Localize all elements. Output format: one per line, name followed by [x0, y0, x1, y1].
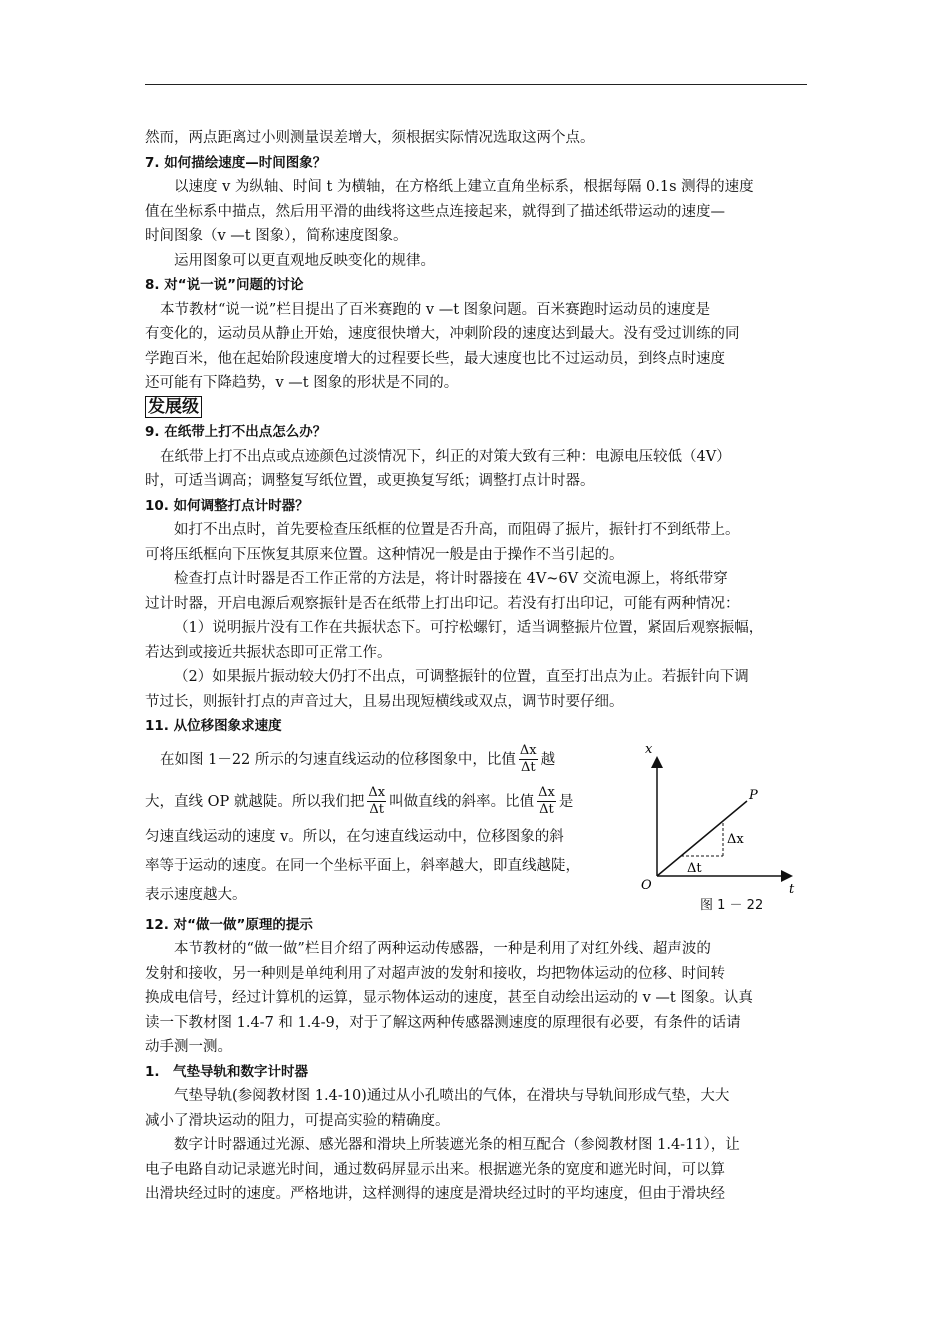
heading-9: 9. 在纸带上打不出点怎么办？: [145, 424, 327, 440]
paragraph-line: （1）说明振片没有工作在共振状态下。可拧松螺钉，适当调整振片位置，紧固后观察振幅，: [174, 620, 764, 636]
paragraph-line: 本节教材“说一说”栏目提出了百米赛跑的 v —t 图象问题。百米赛跑时运动员的速度是: [160, 301, 711, 318]
origin-label: O: [641, 877, 652, 893]
paragraph-line: 换成电信号，经过计算机的运算，显示物体运动的速度，甚至自动绘出运动的 v —t 图象。认真: [145, 990, 753, 1006]
paragraph-line: 气垫导轨(参阅教材图 1.4-10)通过从小孔喷出的气体，在滑块与导轨间形成气垫，大大: [174, 1088, 730, 1104]
section-11-block: [145, 739, 809, 913]
paragraph-line: 读一下教材图 1.4-7 和 1.4-9，对于了解这两种传感器测速度的原理很有必要，有条件的话请: [145, 1014, 741, 1031]
text-run: 大，直线 OP 就越陡。所以我们把: [145, 793, 365, 810]
x-axis-label: x: [645, 741, 653, 757]
paragraph-line: 出滑块经过时的速度。严格地讲，这样测得的速度是滑块经过时的平均速度，但由于滑块经: [145, 1186, 725, 1202]
fraction: [367, 785, 386, 818]
paragraph-line: [145, 739, 625, 781]
paragraph-line: 在纸带上打不出点或点迹颜色过淡情况下，纠正的对策大致有三种：电源电压较低（4V）: [160, 448, 731, 465]
paragraph-line: 还可能有下降趋势，v —t 图象的形状是不同的。: [145, 375, 459, 391]
paragraph-line: 本节教材的“做一做”栏目介绍了两种运动传感器，一种是利用了对红外线、超声波的: [174, 941, 711, 957]
paragraph-line: 如打不出点时，首先要检查压纸框的位置是否升高，而阻碍了振片，振针打不到纸带上。: [174, 522, 740, 538]
paragraph-line: 时，可适当调高；调整复写纸位置，或更换复写纸；调整打点计时器。: [145, 473, 595, 489]
paragraph-line: 学跑百米，他在起始阶段速度增大的过程要长些，最大速度也比不过运动员，到终点时速度: [145, 350, 725, 367]
heading-10: 10. 如何调整打点计时器？: [145, 497, 309, 514]
paragraph-line: 数字计时器通过光源、感光器和滑块上所装遮光条的相互配合（参阅教材图 1.4-11），让: [174, 1137, 740, 1153]
paragraph-line: 动手测一测。: [145, 1039, 232, 1055]
paragraph-line: 匀速直线运动的速度 v。所以，在匀速直线运动中，位移图象的斜: [145, 828, 564, 845]
displacement-time-figure: [635, 731, 810, 921]
fraction-denominator: Δt: [369, 802, 385, 817]
document-body: [145, 126, 809, 1207]
paragraph-line: 减小了滑块运动的阻力，可提高实验的精确度。: [145, 1112, 450, 1129]
paragraph-line: 若达到或接近共振状态即可正常工作。: [145, 644, 392, 661]
point-p-label: P: [749, 787, 758, 803]
fraction-numerator: Δx: [368, 785, 386, 800]
heading-11: 11. 从位移图象求速度: [145, 718, 282, 734]
paragraph-line: 检查打点计时器是否工作正常的方法是，将计时器接在 4V~6V 交流电源上，将纸带穿: [174, 571, 728, 587]
header-rule: [145, 84, 807, 85]
paragraph-line: 可将压纸框向下压恢复其原来位置。这种情况一般是由于操作不当引起的。: [145, 546, 624, 563]
paragraph-line: 节过长，则振针打点的声音过大，且易出现短横线或双点，调节时要仔细。: [145, 693, 624, 710]
text-run: 是: [558, 793, 574, 810]
t-axis-label: t: [789, 881, 795, 897]
level-badge: 发展级: [145, 396, 202, 418]
fraction-numerator: Δx: [538, 785, 555, 800]
heading-8: 8. 对“说一说”问题的讨论: [145, 277, 304, 293]
paragraph-line: 值在坐标系中描点，然后用平滑的曲线将这些点连接起来，就得到了描述纸带运动的速度—: [145, 203, 725, 220]
delta-t-label: Δt: [687, 860, 702, 876]
fraction: [537, 785, 556, 818]
fraction-numerator: Δx: [519, 743, 537, 758]
paragraph-line: 运用图象可以更直观地反映变化的规律。: [174, 252, 435, 269]
paragraph-line: 时间图象（v —t 图象），简称速度图象。: [145, 228, 408, 244]
paragraph-line: 有变化的，运动员从静止开始，速度很快增大，冲刺阶段的速度达到最大。没有受过训练的同: [145, 326, 740, 342]
fraction-denominator: Δt: [520, 760, 536, 775]
paragraph-line: 电子电路自动记录遮光时间，通过数码屏显示出来。根据遮光条的宽度和遮光时间，可以算: [145, 1161, 725, 1178]
paragraph-line: 过计时器，开启电源后观察振针是否在纸带上打出印记。若没有打出印记，可能有两种情况：: [145, 595, 740, 612]
paragraph-line: 表示速度越大。: [145, 886, 247, 903]
fraction: [519, 743, 538, 776]
text-run: 在如图 1－22 所示的匀速直线运动的位移图象中，比值: [160, 751, 516, 768]
paragraph-line: 以速度 v 为纵轴、时间 t 为横轴，在方格纸上建立直角坐标系，根据每隔 0.1s 测得的速度: [174, 179, 754, 195]
heading-7: 7. 如何描绘速度—时间图象？: [145, 154, 327, 171]
paragraph-line: 然而，两点距离过小则测量误差增大，须根据实际情况选取这两个点。: [145, 130, 595, 146]
delta-x-label: Δx: [727, 831, 744, 847]
paragraph-line: [145, 781, 625, 823]
text-run: 越: [540, 751, 556, 768]
heading-12: 12. 对“做一做”原理的提示: [145, 916, 313, 933]
paragraph-line: 发射和接收，另一种则是单纯利用了对超声波的发射和接收，均把物体运动的位移、时间转: [145, 965, 725, 982]
fraction-denominator: Δt: [539, 802, 554, 817]
paragraph-line: 率等于运动的速度。在同一个坐标平面上，斜率越大，即直线越陡，: [145, 857, 580, 874]
paragraph-line: （2）如果振片振动较大仍打不出点，可调整振针的位置，直至打出点为止。若振针向下调: [174, 669, 749, 685]
text-run: 叫做直线的斜率。比值: [389, 793, 535, 810]
figure-caption: 图 1 － 22: [700, 897, 764, 913]
subheading-1: 1. 气垫导轨和数字计时器: [145, 1063, 309, 1080]
